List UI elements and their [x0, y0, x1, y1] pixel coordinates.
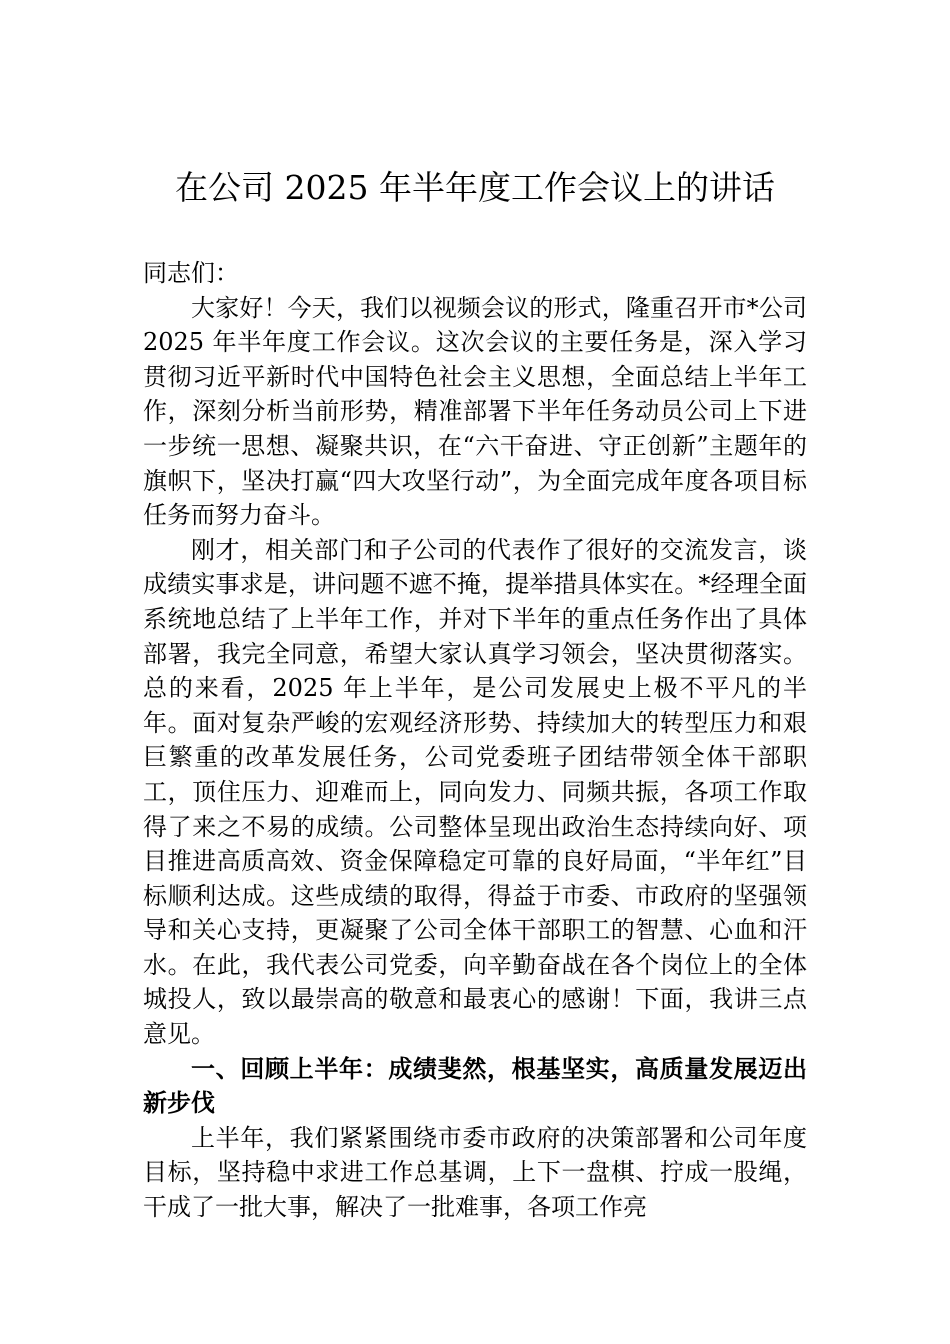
salutation: 同志们： [143, 259, 239, 287]
paragraph-review: 刚才，相关部门和子公司的代表作了很好的交流发言，谈成绩实事求是，讲问题不遮不掩，提举措具体实在。*经理全面系统地总结了上半年工作，并对下半年的重点任务作出了具体部署，我完全同意，希望大家认真学习领会，坚决贯彻落实。总的来看，2025 年上半年，是公司发展史上极不平凡的半年。面对复杂严峻的宏观经济形势、持续加大的转型压力和艰巨繁重的改革发展任务，公司党委班子团结带领全体干部职工，顶住压力、迎难而上，同向发力、同频共振，各项工作取得了来之不易的成绩。公司整体呈现出政治生态持续向好、项目推进高质高效、资金保障稳定可靠的良好局面，“半年红”目标顺利达成。这些成绩的取得，得益于市委、市政府的坚强领导和关心支持，更凝聚了公司全体干部职工的智慧、心血和汗水。在此，我代表公司党委，向辛勤奋战在各个岗位上的全体城投人，致以最崇高的敬意和最衷心的感谢！下面，我讲三点意见。 [143, 535, 807, 1049]
document-body [143, 256, 807, 1225]
paragraph-opening: 大家好！今天，我们以视频会议的形式，隆重召开市*公司 2025 年半年度工作会议。这次会议的主要任务是，深入学习贯彻习近平新时代中国特色社会主义思想，全面总结上半年工作，深刻分析当前形势，精准部署下半年任务动员公司上下进一步统一思想、凝聚共识，在“六干奋进、守正创新”主题年的旗帜下，坚决打赢“四大攻坚行动”，为全面完成年度各项目标任务而努力奋斗。 [143, 293, 807, 530]
paragraph-section-one: 上半年，我们紧紧围绕市委市政府的决策部署和公司年度目标，坚持稳中求进工作总基调，上下一盘棋、拧成一股绳，干成了一批大事，解决了一批难事，各项工作亮 [143, 1123, 807, 1222]
section-heading: 一、回顾上半年：成绩斐然，根基坚实，高质量发展迈出新步伐 [143, 1053, 807, 1118]
document-title: 在公司 2025 年半年度工作会议上的讲话 [175, 168, 775, 207]
